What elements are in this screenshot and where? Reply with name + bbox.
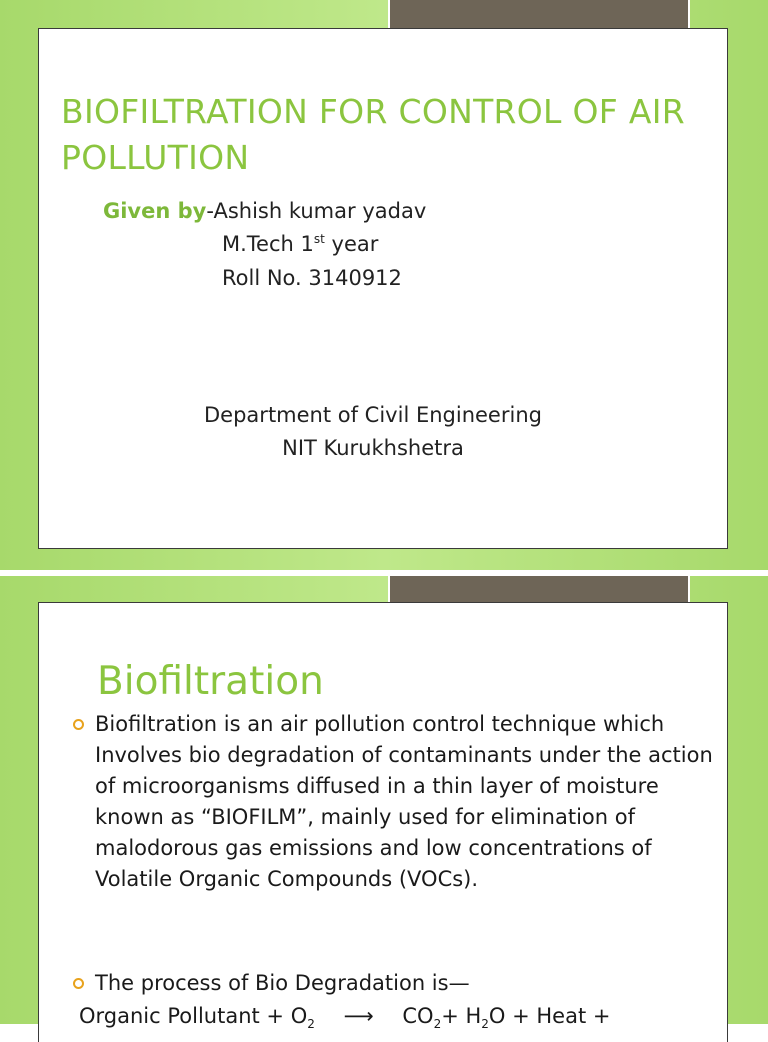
equation-rhs-h-subscript: 2 [481,1017,489,1032]
bullet-ring-icon [73,719,84,730]
biodegradation-equation [79,1001,610,1040]
affiliation [39,399,707,465]
department-name: Department of Civil Engineering [204,403,542,427]
program-name: M.Tech 1 [222,232,314,256]
equation-lhs-subscript: 2 [307,1017,315,1032]
slide-2-title: Biofiltration [97,659,324,704]
equation-rhs-h: + H [441,1004,482,1028]
author-name: Ashish kumar yadav [213,199,427,223]
roll-number: Roll No. 3140912 [222,266,402,290]
slide-2-content-card [38,602,728,1042]
program-suffix: year [324,232,379,256]
equation-rhs-co-subscript: 2 [433,1017,442,1032]
reaction-arrow-icon: ⟶ [343,1004,374,1028]
program-year [222,232,378,256]
slide-1-content-card [38,28,728,549]
equation-rhs-rest: O + Heat + [488,1004,611,1028]
program-ordinal: st [313,232,325,246]
institute-name: NIT Kurukhshetra [282,436,464,460]
slide-2 [0,576,768,1032]
given-by-line [103,199,426,223]
bullet-ring-icon [73,978,84,989]
equation-rhs-co: CO [402,1004,434,1028]
given-by-label: Given by [103,199,207,223]
slide-1-title: BIOFILTRATION FOR CONTROL OF AIR POLLUTION [61,92,685,177]
bullet-text: The process of Bio Degradation is— [95,971,470,995]
equation-lhs: Organic Pollutant + O [79,1004,308,1028]
bullet-text: Biofiltration is an air pollution control technique which Involves bio degradation of contaminants under the action of microorganisms diffused in a thin layer of moisture known as “BIOFILM”, mainly used for elimination of malodorous gas emissions and low concentrations of Volatile Organic Compounds (VOCs). [95,712,713,891]
bullet-item [73,968,713,999]
bullet-item [73,709,713,895]
given-by-separator: - [206,199,214,223]
